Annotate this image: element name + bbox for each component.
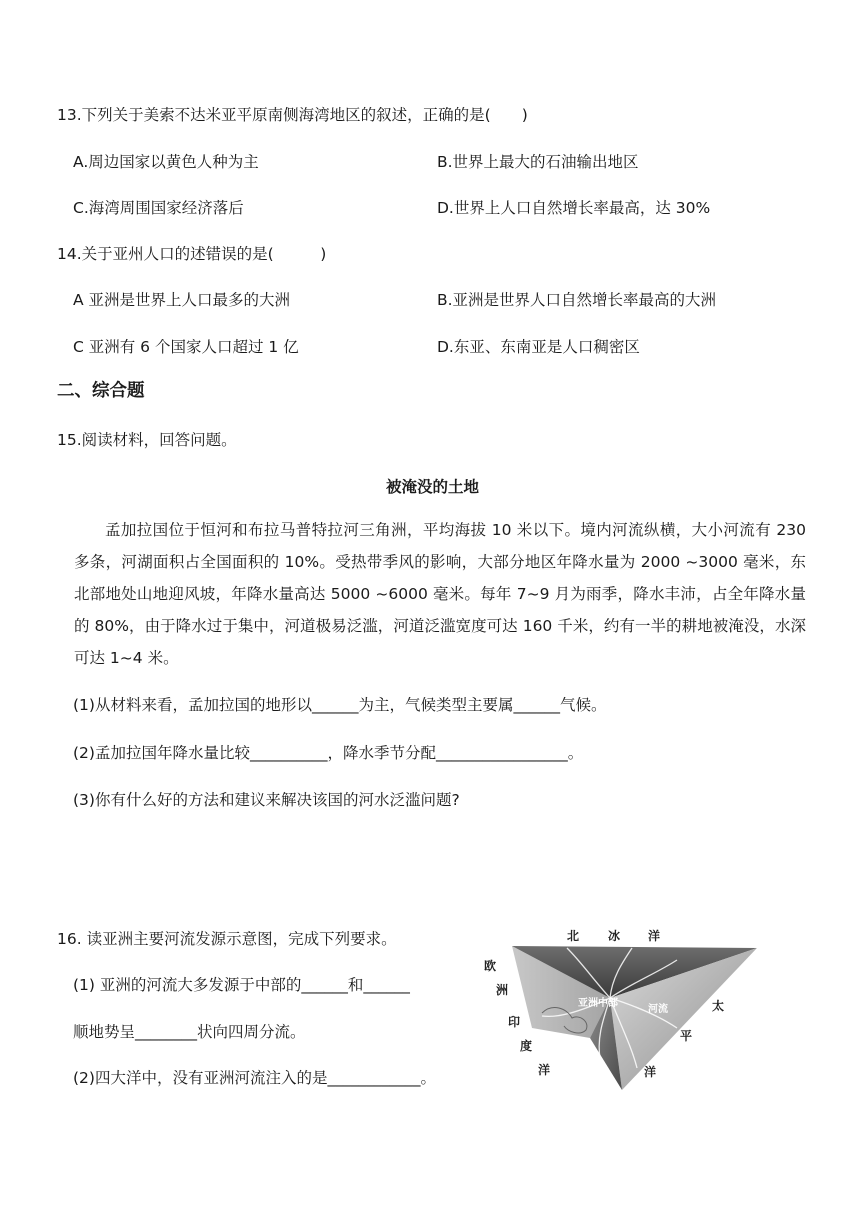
q13-option-c: C.海湾周围国家经济落后 [73,199,244,217]
map-label-north-3: 洋 [648,929,661,943]
q15-stem: 15.阅读材料，回答问题。 [57,431,237,449]
q15-sub3: (3)你有什么好的方法和建议来解决该国的河水泛滥问题? [73,791,460,809]
q16-sub1-line1: (1) 亚洲的河流大多发源于中部的______和______ [73,976,410,994]
q14-option-c: C 亚洲有 6 个国家人口超过 1 亿 [73,338,299,356]
map-label-pacific-3: 洋 [644,1065,657,1079]
map-label-indian-2: 度 [520,1039,533,1053]
map-label-center: 亚洲中部 [578,998,618,1009]
map-label-europe-2: 洲 [496,983,509,997]
q13-option-a: A.周边国家以黄色人种为主 [73,153,259,171]
q14-stem: 14.关于亚州人口的述错误的是( ) [57,245,327,263]
q16-stem: 16. 读亚洲主要河流发源示意图，完成下列要求。 [57,930,397,948]
q14-option-d: D.东亚、东南亚是人口稠密区 [437,338,640,356]
q13-option-b: B.世界上最大的石油输出地区 [437,153,639,171]
q13-option-d: D.世界上人口自然增长率最高，达 30% [437,199,711,217]
map-label-north-2: 冰 [608,929,621,943]
q15-sub2: (2)孟加拉国年降水量比较__________，降水季节分配_________________。 [73,744,584,762]
passage-text: 孟加拉国位于恒河和布拉马普特拉河三角洲，平均海拔 10 米以下。境内河流纵横，大小河流有 230 多条，河湖面积占全国面积的 10%。受热带季风的影响，大部分地区年降水量为 2000 ~3000 毫米，东北部地处山地迎风坡，年降水量高达 5000 ~6000 毫米。每年 7~9 月为雨季，降水丰沛，占全年降水量的 80%，由于降水过于集中，河道极易泛滥，河道泛滥宽度可达 160 千米，约有一半的耕地被淹没，水深可达 1~4 米。 [74,521,806,667]
q14-option-a: A 亚洲是世界上人口最多的大洲 [73,291,291,309]
map-label-pacific-2: 平 [680,1029,693,1043]
map-label-rivers: 河流 [648,1004,668,1015]
passage-title: 被淹没的土地 [386,478,480,496]
q14-option-b: B.亚洲是世界人口自然增长率最高的大洲 [437,291,717,309]
q16-sub1-line2: 顺地势呈________状向四周分流。 [73,1023,306,1041]
section-heading: 二、综合题 [57,381,145,401]
map-label-indian-3: 洋 [538,1063,551,1077]
map-label-indian-1: 印 [508,1015,521,1029]
q13-stem: 13.下列关于美索不达米亚平原南侧海湾地区的叙述，正确的是( ) [57,106,528,124]
asia-rivers-map [472,918,772,1110]
q15-sub1: (1)从材料来看，孟加拉国的地形以______为主，气候类型主要属______气候。 [73,696,607,714]
q16-sub2: (2)四大洋中，没有亚洲河流注入的是____________。 [73,1069,436,1087]
map-label-north-1: 北 [567,929,580,943]
map-label-pacific-1: 太 [712,999,725,1013]
map-label-europe-1: 欧 [484,959,497,973]
